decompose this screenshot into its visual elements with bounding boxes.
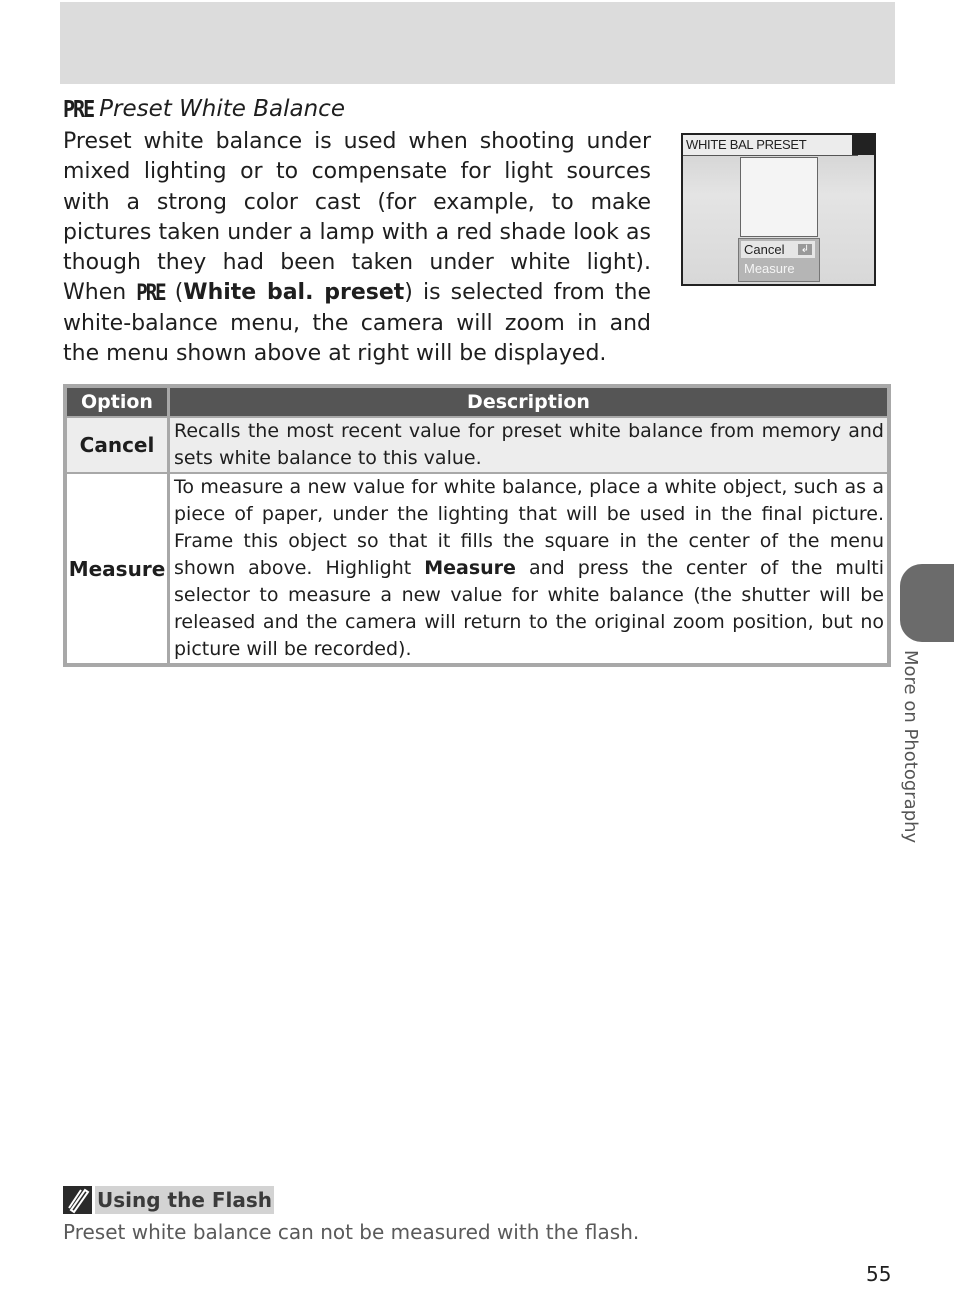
measure-desc-text-end: and press the center of the multi selector to measure a new value for white balance (the shutter will be released and the camera will return to the original zoom position, but no picture will be recorded). [174, 557, 884, 660]
intro-paragraph [63, 127, 651, 369]
note-title: Using the Flash [97, 1188, 272, 1212]
pre-icon: PRE [63, 95, 94, 123]
option-cancel: Cancel [67, 417, 169, 473]
table-row [67, 473, 887, 663]
section-title: Preset White Balance [99, 96, 345, 122]
enter-icon: ↲ [798, 244, 812, 255]
page-number: 55 [866, 1262, 892, 1286]
header-description: Description [169, 388, 888, 417]
description-cancel: Recalls the most recent value for preset white balance from memory and sets white balance to this value. [169, 417, 888, 473]
section-heading [63, 96, 345, 122]
intro-paren: ( [164, 280, 184, 306]
note-text: Preset white balance can not be measured with the flash. [63, 1220, 640, 1244]
camera-menu-tab [852, 135, 874, 155]
description-measure [169, 473, 888, 663]
chapter-label [901, 650, 925, 870]
pre-inline-icon: PRE [136, 280, 165, 307]
intro-text: Preset white balance is used when shooting under mixed lighting or to compensate for light sources with a strong color cast (for example, to make pictures taken under a lamp with a red shade look as though they had been taken under white light). When [63, 129, 651, 306]
camera-menu-title: WHITE BAL PRESET [686, 137, 807, 152]
table-row [67, 417, 887, 473]
measure-desc-text: To measure a new value for white balance, place a white object, such as a piece of paper, under the lighting that will be used in the final picture. Frame this object so that it fills the square in the center of the menu shown above. Highlight [174, 476, 884, 579]
chapter-tab [900, 564, 954, 642]
camera-option-list [738, 238, 820, 282]
measure-desc-bold: Measure [424, 557, 516, 579]
header-band [60, 2, 895, 84]
header-option: Option [67, 388, 169, 417]
camera-option-measure: Measure [744, 261, 795, 276]
camera-menu-screenshot [681, 133, 876, 286]
option-measure: Measure [67, 473, 169, 663]
camera-measure-square [740, 157, 818, 237]
chapter-label-text: More on Photography [900, 650, 921, 844]
camera-menu-titlebar [683, 135, 858, 156]
intro-bold-term: White bal. preset [183, 280, 405, 306]
intro-text-end: ) is selected from the white-balance menu, the camera will zoom in and the menu shown above at right will be displayed. [63, 280, 651, 367]
camera-option-cancel [741, 241, 815, 258]
pencil-note-icon [63, 1186, 92, 1214]
camera-option-cancel-label: Cancel [744, 242, 785, 257]
options-table [63, 384, 891, 667]
